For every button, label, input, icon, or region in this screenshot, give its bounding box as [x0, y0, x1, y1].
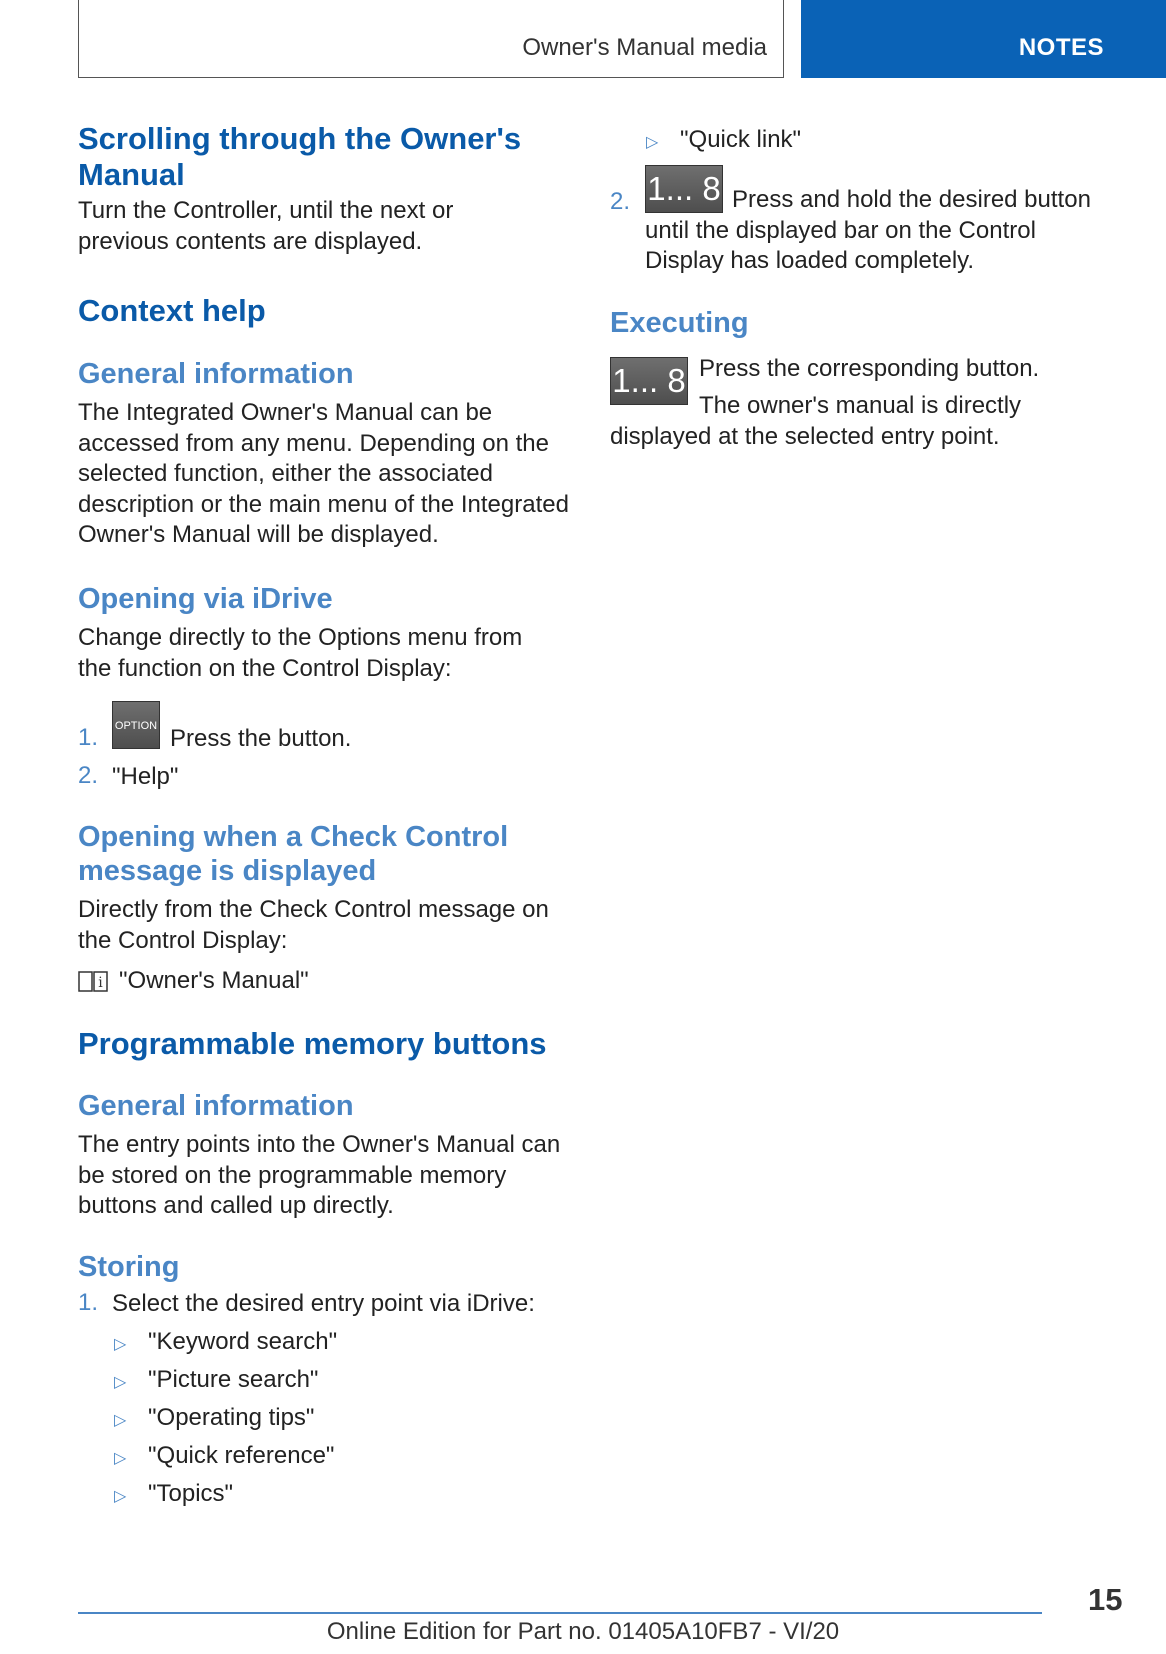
- heading-context-help: Context help: [78, 293, 266, 328]
- heading-general-info: General information: [78, 358, 354, 390]
- notes-tab[interactable]: [801, 0, 1166, 78]
- section-title: Owner's Manual media: [522, 34, 767, 61]
- triangle-bullet-icon: ▷: [646, 134, 659, 151]
- page-number: 15: [1088, 1582, 1123, 1617]
- step-text: Select the desired entry point via iDrive:: [112, 1290, 535, 1317]
- idrive-body: Change directly to the Options menu from the function on the Control Display:: [78, 624, 523, 682]
- list-item: ▷ "Quick link": [646, 125, 801, 158]
- notes-tab-label: NOTES: [1018, 34, 1104, 61]
- heading-opening-idrive: Opening via iDrive: [78, 583, 333, 615]
- exec-line-1: Press the corresponding button.: [699, 355, 1040, 382]
- manual-book-icon: [78, 970, 108, 992]
- check-control-item: "Owner's Manual": [119, 967, 309, 994]
- footer-divider: [78, 1612, 1042, 1614]
- step-number: 2.: [78, 762, 99, 789]
- list-item: ▷ "Keyword search": [114, 1327, 337, 1360]
- triangle-bullet-icon: ▷: [114, 1450, 127, 1467]
- heading-memory-buttons: Programmable memory buttons: [78, 1026, 547, 1061]
- step-text: Press the button.: [170, 725, 352, 752]
- list-item: ▷ "Picture search": [114, 1365, 318, 1398]
- exec-line-2: The owner's manual is directly displayed at the selected entry point.: [610, 392, 1022, 450]
- list-item: ▷ "Quick reference": [114, 1441, 334, 1474]
- triangle-bullet-icon: ▷: [114, 1412, 127, 1429]
- scrolling-body: Turn the Controller, until the next or previous contents are displayed.: [78, 197, 454, 255]
- check-control-body: Directly from the Check Control message on the Control Display:: [78, 896, 549, 954]
- step-text: "Help": [112, 763, 179, 790]
- memory-button-icon: 1... 8: [610, 357, 688, 405]
- footer-edition: Online Edition for Part no. 01405A10FB7 - VI/20: [326, 1618, 840, 1645]
- svg-text:i: i: [98, 975, 103, 991]
- list-item: ▷ "Topics": [114, 1479, 233, 1512]
- heading-check-control: Opening when a Check Control message is displayed: [78, 821, 509, 887]
- step-2-text: Press and hold the desired button until the displayed bar on the Control Display has loaded completely.: [645, 186, 1091, 274]
- triangle-bullet-icon: ▷: [114, 1336, 127, 1353]
- heading-scrolling: Scrolling through the Owner's Manual: [78, 121, 522, 192]
- heading-memory-general: General information: [78, 1090, 354, 1122]
- option-button-icon: OPTION: [112, 701, 160, 749]
- general-info-body: The Integrated Owner's Manual can be accessed from any menu. Depending on the selected function, either the associated description or the main menu of the Integrated Owner's Manual will be displayed.: [78, 399, 569, 548]
- step-number: 2.: [610, 188, 631, 215]
- heading-storing: Storing: [78, 1251, 180, 1283]
- triangle-bullet-icon: ▷: [114, 1488, 127, 1505]
- heading-executing: Executing: [610, 307, 749, 339]
- list-item: ▷ "Operating tips": [114, 1403, 314, 1436]
- step-number: 1.: [78, 724, 99, 751]
- memory-general-body: The entry points into the Owner's Manual can be stored on the programmable memory buttons and called up directly.: [78, 1131, 561, 1219]
- step-number: 1.: [78, 1289, 99, 1316]
- memory-button-icon: 1... 8: [645, 165, 723, 213]
- triangle-bullet-icon: ▷: [114, 1374, 127, 1391]
- header-box: [78, 0, 784, 78]
